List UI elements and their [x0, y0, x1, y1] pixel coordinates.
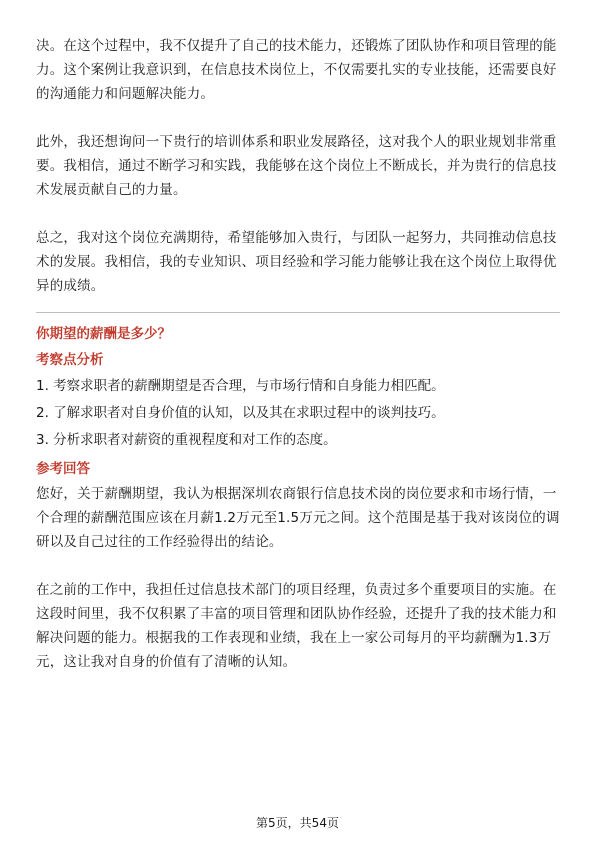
question-heading: 你期望的薪酬是多少？ — [36, 326, 171, 342]
answer-heading: 参考回答 — [36, 461, 90, 477]
analysis-item: 1. 考察求职者的薪酬期望是否合理，与市场行情和自身能力相匹配。 — [36, 378, 445, 394]
analysis-heading: 考察点分析 — [36, 352, 104, 368]
body-paragraph: 决。在这个过程中，我不仅提升了自己的技术能力，还锻炼了团队协作和项目管理的能力。这个案例让我意识到，在信息技术岗位上，不仅需要扎实的专业技能，还需要良好的沟通能力和问题解决能力。 — [36, 38, 557, 102]
answer-paragraph: 您好，关于薪酬期望，我认为根据深圳农商银行信息技术岗的岗位要求和市场行情，一个合理的薪酬范围应该在月薪1.2万元至1.5万元之间。这个范围是基于我对该岗位的调研以及自己过往的工作经验得出的结论。 — [36, 486, 560, 550]
body-paragraph: 总之，我对这个岗位充满期待，希望能够加入贵行，与团队一起努力，共同推动信息技术的发展。我相信，我的专业知识、项目经验和学习能力能够让我在这个岗位上取得优异的成绩。 — [36, 230, 557, 294]
analysis-item: 2. 了解求职者对自身价值的认知，以及其在求职过程中的谈判技巧。 — [36, 405, 445, 421]
divider — [36, 312, 560, 313]
analysis-item: 3. 分析求职者对薪资的重视程度和对工作的态度。 — [36, 432, 337, 448]
body-paragraph: 此外，我还想询问一下贵行的培训体系和职业发展路径，这对我个人的职业规划非常重要。我相信，通过不断学习和实践，我能够在这个岗位上不断成长，并为贵行的信息技术发展贡献自己的力量。 — [36, 134, 557, 198]
page-number: 第5页，共54页 — [256, 816, 339, 830]
answer-paragraph: 在之前的工作中，我担任过信息技术部门的项目经理，负责过多个重要项目的实施。在这段时间里，我不仅积累了丰富的项目管理和团队协作经验，还提升了我的技术能力和解决问题的能力。根据我的工作表现和业绩，我在上一家公司每月的平均薪酬为1.3万元，这让我对自身的价值有了清晰的认知。 — [36, 582, 557, 670]
page-content — [36, 34, 560, 674]
